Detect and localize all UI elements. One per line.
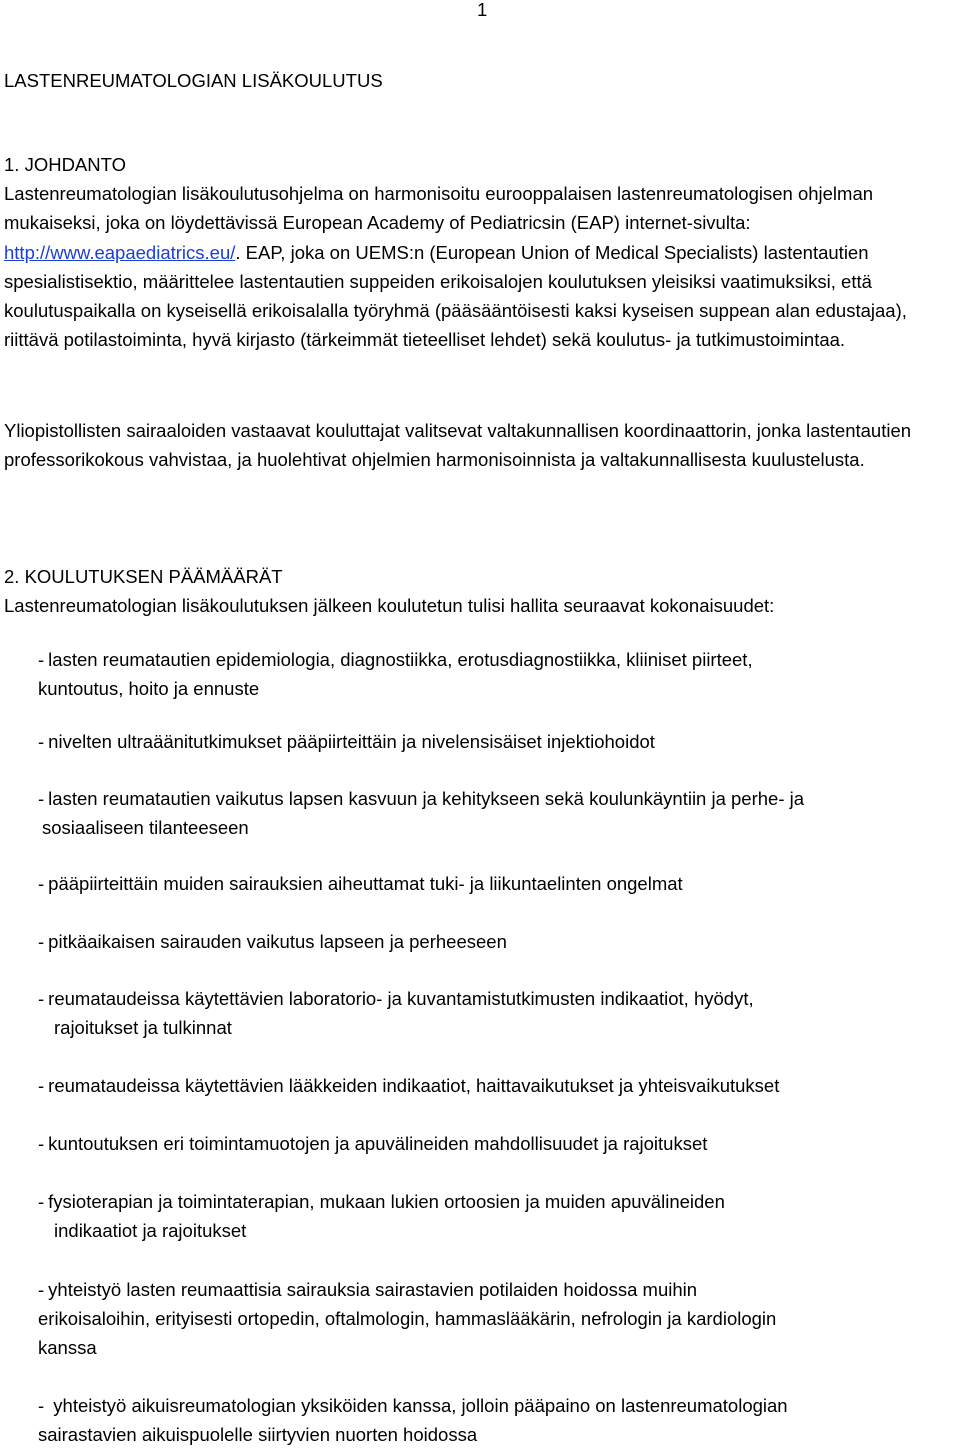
list-item-text: reumataudeissa käytettävien laboratorio- ja kuvantamistutkimusten indikaatiot, hyödyt,	[48, 988, 754, 1009]
page-number: 1	[477, 0, 488, 20]
coordinator-paragraph	[4, 416, 960, 474]
list-item	[38, 1187, 960, 1245]
list-item-continuation: sairastavien aikuispuolelle siirtyvien nuorten hoidossa	[38, 1424, 478, 1446]
list-item-text: yhteistyö lasten reumaattisia sairauksia sairastavien potilaiden hoidossa muihin	[48, 1279, 698, 1300]
section-goals	[4, 562, 960, 620]
list-item-text: yhteistyö aikuisreumatologian yksiköiden kanssa, jolloin pääpaino on lastenreumatologian	[48, 1395, 788, 1416]
list-dash: -	[38, 873, 45, 894]
list-item-line	[38, 731, 655, 752]
list-item-line	[38, 1191, 725, 1212]
section-heading-introduction: 1. JOHDANTO	[4, 154, 126, 175]
list-item	[38, 869, 960, 898]
list-dash: -	[38, 788, 45, 809]
list-dash: -	[38, 931, 45, 952]
goals-intro: Lastenreumatologian lisäkoulutuksen jälkeen koulutetun tulisi hallita seuraavat kokonaisuudet:	[4, 595, 775, 617]
list-item-line	[38, 873, 683, 894]
introduction-paragraph	[4, 179, 960, 354]
list-item	[38, 927, 960, 956]
list-item-text: nivelten ultraäänitutkimukset pääpiirteittäin ja nivelensisäiset injektiohoidot	[48, 731, 655, 752]
coordinator-paragraph-text: Yliopistollisten sairaaloiden vastaavat kouluttajat valitsevat valtakunnallisen koordinaattorin, jonka lastentautien professorikokous vahvistaa, ja huolehtivat ohjelmien harmonisoinnista ja valtakunnallisesta kuulustelusta.	[4, 420, 912, 471]
list-dash: -	[38, 1395, 45, 1416]
list-dash: -	[38, 1075, 45, 1096]
list-item-line	[38, 1395, 788, 1416]
list-item-text: kuntoutuksen eri toimintamuotojen ja apuvälineiden mahdollisuudet ja rajoitukset	[48, 1133, 708, 1154]
eap-website-link[interactable]: http://www.eapaediatrics.eu/	[4, 241, 236, 263]
list-dash: -	[38, 1279, 45, 1300]
list-item	[38, 784, 960, 842]
section-heading-goals: 2. KOULUTUKSEN PÄÄMÄÄRÄT	[4, 566, 283, 587]
list-item-continuation: kanssa	[38, 1337, 97, 1359]
list-item-text: lasten reumatautien epidemiologia, diagnostiikka, erotusdiagnostiikka, kliiniset piirteet,	[48, 649, 753, 670]
list-dash: -	[38, 1191, 45, 1212]
list-item-line	[38, 1279, 697, 1300]
list-item-text: reumataudeissa käytettävien lääkkeiden indikaatiot, haittavaikutukset ja yhteisvaikutukset	[48, 1075, 780, 1096]
list-item-continuation: kuntoutus, hoito ja ennuste	[38, 678, 260, 700]
list-item-line	[38, 1075, 779, 1096]
list-item	[38, 727, 960, 756]
list-item-line	[38, 788, 804, 809]
list-item-text: fysioterapian ja toimintaterapian, mukaan lukien ortoosien ja muiden apuvälineiden	[48, 1191, 725, 1212]
list-item	[38, 984, 960, 1042]
list-dash: -	[38, 1133, 45, 1154]
list-item-continuation: rajoitukset ja tulkinnat	[54, 1017, 232, 1039]
list-item-text: pitkäaikaisen sairauden vaikutus lapseen ja perheeseen	[48, 931, 507, 952]
list-item-line	[38, 649, 753, 670]
intro-text-before-link: Lastenreumatologian lisäkoulutusohjelma on harmonisoitu eurooppalaisen lastenreumatologisen ohjelman mukaiseksi, joka on löydettävissä European Academy of Pediatricsin (EAP) internet-sivulta:	[4, 183, 874, 234]
list-dash: -	[38, 731, 45, 752]
list-item-line	[38, 988, 754, 1009]
list-dash: -	[38, 649, 45, 670]
list-item-continuation: erikoisaloihin, erityisesti ortopedin, oftalmologin, hammaslääkärin, nefrologin ja kardiologin	[38, 1308, 777, 1330]
list-item	[38, 1391, 960, 1449]
list-dash: -	[38, 988, 45, 1009]
list-item-text: lasten reumatautien vaikutus lapsen kasvuun ja kehitykseen sekä koulunkäyntiin ja perhe- ja	[48, 788, 805, 809]
list-item-continuation: sosiaaliseen tilanteeseen	[42, 817, 249, 839]
document-title: LASTENREUMATOLOGIAN LISÄKOULUTUS	[4, 70, 383, 91]
list-item-continuation: indikaatiot ja rajoitukset	[54, 1220, 247, 1242]
list-item	[38, 645, 960, 703]
list-item	[38, 1275, 960, 1363]
list-item	[38, 1129, 960, 1158]
list-item-line	[38, 931, 507, 952]
list-item	[38, 1071, 960, 1100]
list-item-line	[38, 1133, 707, 1154]
list-item-text: pääpiirteittäin muiden sairauksien aiheuttamat tuki- ja liikuntaelinten ongelmat	[48, 873, 683, 894]
intro-text-after-link: . EAP, joka on UEMS:n (European Union of Medical Specialists) lastentautien spesialistisektio, määrittelee lastentautien suppeiden erikoisalojen koulutuksen yleisiksi vaatimuksiksi, että koulutuspaikalla on kyseisellä erikoisalalla työryhmä (pääsääntöisesti kaksi kyseisen suppean alan edustajaa), riittävä potilastoiminta, hyvä kirjasto (tärkeimmät tieteelliset lehdet) sekä koulutus- ja tutkimustoimintaa.	[4, 241, 907, 351]
section-introduction	[4, 150, 960, 354]
